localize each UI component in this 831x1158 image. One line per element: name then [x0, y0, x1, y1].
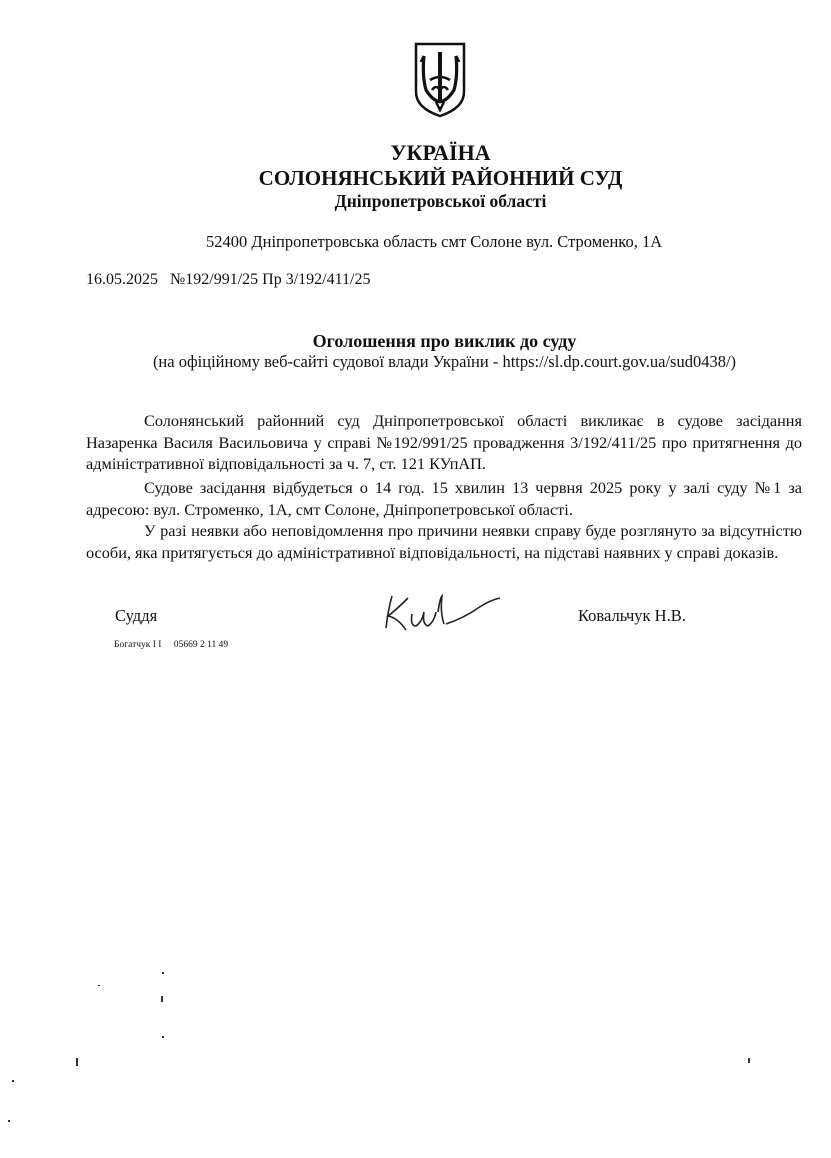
scan-speck — [748, 1058, 750, 1063]
scan-speck — [76, 1058, 78, 1066]
handwritten-signature — [378, 588, 508, 638]
executor-name: Богатчук І І — [114, 640, 162, 650]
country-title: УКРАЇНА — [390, 140, 491, 165]
trident-emblem-icon — [410, 40, 470, 118]
body-paragraph-summons: Солонянський районний суд Дніпропетровської області викликає в судове засідання Назаренка Василя Васильовича у справі №192/991/25 провадження 3/192/411/25 про притягнення до адміністративної відповідальності за ч. 7, ст. 121 КУпАП. — [86, 411, 802, 473]
court-name: СОЛОНЯНСЬКИЙ РАЙОННИЙ СУД — [258, 166, 623, 190]
announcement-subtitle: (на офіційному веб-сайті судової влади України - https://sl.dp.court.gov.ua/sud0438/) — [152, 352, 737, 371]
judge-name: Ковальчук Н.В. — [578, 606, 686, 625]
body-paragraph-hearing: Судове засідання відбудеться о 14 год. 15 хвилин 13 червня 2025 року у залі суду №1 за адресою: вул. Строменко, 1А, смт Солоне, Дніпропетровської області. — [86, 478, 802, 519]
scan-speck — [162, 1036, 164, 1038]
scan-speck — [161, 996, 163, 1002]
body-paragraph-absence: У разі неявки або неповідомлення про причини неявки справу буде розглянуто за відсутністю особи, яка притягується до адміністративної відповідальності, на підставі наявних у справі доказів. — [86, 521, 802, 562]
scan-speck — [98, 985, 100, 986]
scan-speck — [8, 1120, 10, 1122]
document-date: 16.05.2025 — [86, 271, 158, 288]
case-number: №192/991/25 Пр 3/192/411/25 — [170, 271, 371, 288]
executor-phone: 05669 2 11 49 — [173, 640, 229, 650]
court-region: Дніпропетровської області — [334, 191, 547, 211]
document-reference — [86, 271, 370, 289]
judge-label: Суддя — [115, 606, 158, 625]
announcement-title: Оголошення про виклик до суду — [312, 331, 577, 351]
scan-speck — [162, 972, 164, 974]
court-address: 52400 Дніпропетровська область смт Солоне вул. Строменко, 1А — [206, 232, 663, 251]
scan-speck — [12, 1080, 14, 1082]
executor-info — [114, 640, 228, 650]
